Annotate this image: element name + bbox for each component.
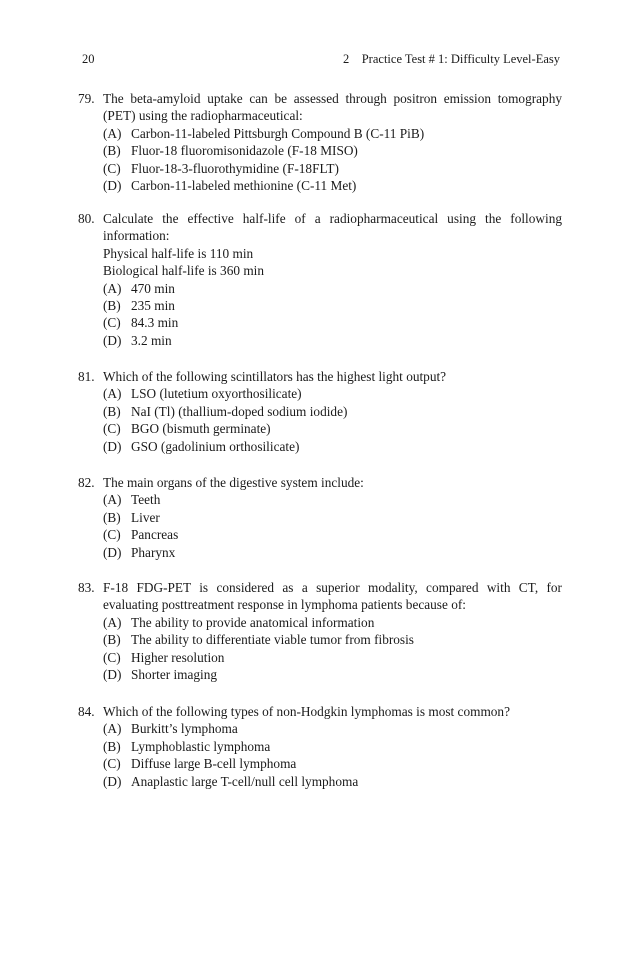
question-80 xyxy=(78,210,562,349)
option-text: Pharynx xyxy=(131,544,176,560)
option-b xyxy=(78,509,562,526)
option-c xyxy=(78,649,562,666)
question-text: The main organs of the digestive system include: xyxy=(103,475,364,490)
option-c xyxy=(78,526,562,543)
option-letter: (B) xyxy=(103,298,121,314)
question-text: Calculate the effective half-life of a radiopharmaceutical using the following information: xyxy=(103,211,562,244)
option-c xyxy=(78,314,562,331)
option-d xyxy=(78,332,562,349)
option-a xyxy=(78,720,562,737)
question-stem xyxy=(78,703,562,720)
question-text: F-18 FDG-PET is considered as a superior modality, compared with CT, for evaluating posttreatment response in lymphoma patients because of: xyxy=(103,580,562,613)
option-text: Fluor-18-3-fluorothymidine (F-18FLT) xyxy=(131,160,339,176)
option-letter: (C) xyxy=(103,649,121,665)
option-text: Higher resolution xyxy=(131,649,225,665)
question-number: 79. xyxy=(78,91,95,106)
option-letter: (C) xyxy=(103,527,121,543)
option-letter: (D) xyxy=(103,178,122,194)
option-c xyxy=(78,420,562,437)
option-b xyxy=(78,142,562,159)
option-b xyxy=(78,403,562,420)
option-d xyxy=(78,544,562,561)
option-letter: (A) xyxy=(103,721,122,737)
option-text: 3.2 min xyxy=(131,332,172,348)
option-text: Pancreas xyxy=(131,527,179,543)
info-line: Biological half-life is 360 min xyxy=(103,263,265,279)
question-number: 81. xyxy=(78,369,95,384)
option-letter: (A) xyxy=(103,614,122,630)
question-stem xyxy=(78,368,562,385)
option-d xyxy=(78,773,562,790)
option-letter: (B) xyxy=(103,738,121,754)
option-a xyxy=(78,125,562,142)
option-letter: (D) xyxy=(103,332,122,348)
question-number: 82. xyxy=(78,475,95,490)
option-text: Fluor-18 fluoromisonidazole (F-18 MISO) xyxy=(131,143,358,159)
info-line: Physical half-life is 110 min xyxy=(103,245,254,261)
option-letter: (B) xyxy=(103,509,121,525)
question-number: 84. xyxy=(78,704,95,719)
question-info xyxy=(78,245,562,280)
option-b xyxy=(78,631,562,648)
running-head: 2 Practice Test # 1: Difficulty Level-Easy xyxy=(342,52,560,66)
page-header xyxy=(82,50,560,68)
option-text: GSO (gadolinium orthosilicate) xyxy=(131,438,300,454)
option-d xyxy=(78,438,562,455)
option-letter: (C) xyxy=(103,756,121,772)
option-text: 470 min xyxy=(131,280,175,296)
question-stem xyxy=(78,90,562,125)
question-text: Which of the following types of non-Hodgkin lymphomas is most common? xyxy=(103,704,510,719)
option-letter: (B) xyxy=(103,632,121,648)
option-d xyxy=(78,177,562,194)
question-82 xyxy=(78,474,562,561)
option-text: 84.3 min xyxy=(131,315,179,331)
option-text: Teeth xyxy=(131,492,161,508)
option-letter: (D) xyxy=(103,438,122,454)
option-text: LSO (lutetium oxyorthosilicate) xyxy=(131,386,302,402)
option-text: Shorter imaging xyxy=(131,667,218,683)
option-text: Carbon-11-labeled Pittsburgh Compound B (C-11 PiB) xyxy=(131,125,425,141)
option-text: Diffuse large B-cell lymphoma xyxy=(131,756,297,772)
option-text: The ability to provide anatomical information xyxy=(131,614,375,630)
option-text: The ability to differentiate viable tumor from fibrosis xyxy=(131,632,414,648)
option-a xyxy=(78,280,562,297)
option-letter: (C) xyxy=(103,160,121,176)
option-a xyxy=(78,614,562,631)
option-letter: (A) xyxy=(103,386,122,402)
question-text: Which of the following scintillators has the highest light output? xyxy=(103,369,447,384)
question-83 xyxy=(78,579,562,683)
option-text: 235 min xyxy=(131,298,175,314)
option-text: Burkitt’s lymphoma xyxy=(131,721,238,737)
question-text: The beta-amyloid uptake can be assessed through positron emission tomography (PET) using the radiopharmaceutical: xyxy=(103,91,562,124)
option-letter: (B) xyxy=(103,143,121,159)
option-text: Anaplastic large T-cell/null cell lymphoma xyxy=(131,773,359,789)
option-d xyxy=(78,666,562,683)
option-letter: (D) xyxy=(103,667,122,683)
option-text: BGO (bismuth germinate) xyxy=(131,421,271,437)
page-number: 20 xyxy=(82,52,95,66)
option-letter: (C) xyxy=(103,421,121,437)
option-letter: (D) xyxy=(103,773,122,789)
question-stem xyxy=(78,210,562,245)
question-81 xyxy=(78,368,562,455)
option-letter: (C) xyxy=(103,315,121,331)
option-c xyxy=(78,160,562,177)
option-text: Carbon-11-labeled methionine (C-11 Met) xyxy=(131,178,357,194)
option-letter: (A) xyxy=(103,280,122,296)
option-text: NaI (Tl) (thallium-doped sodium iodide) xyxy=(131,403,348,419)
option-letter: (D) xyxy=(103,544,122,560)
question-79 xyxy=(78,90,562,194)
question-stem xyxy=(78,474,562,491)
option-text: Liver xyxy=(131,509,160,525)
option-letter: (A) xyxy=(103,125,122,141)
question-stem xyxy=(78,579,562,614)
question-84 xyxy=(78,703,562,790)
option-b xyxy=(78,738,562,755)
option-b xyxy=(78,297,562,314)
option-a xyxy=(78,385,562,402)
option-c xyxy=(78,755,562,772)
question-number: 80. xyxy=(78,211,95,226)
option-a xyxy=(78,491,562,508)
option-letter: (A) xyxy=(103,492,122,508)
question-number: 83. xyxy=(78,580,95,595)
option-letter: (B) xyxy=(103,403,121,419)
option-text: Lymphoblastic lymphoma xyxy=(131,738,271,754)
